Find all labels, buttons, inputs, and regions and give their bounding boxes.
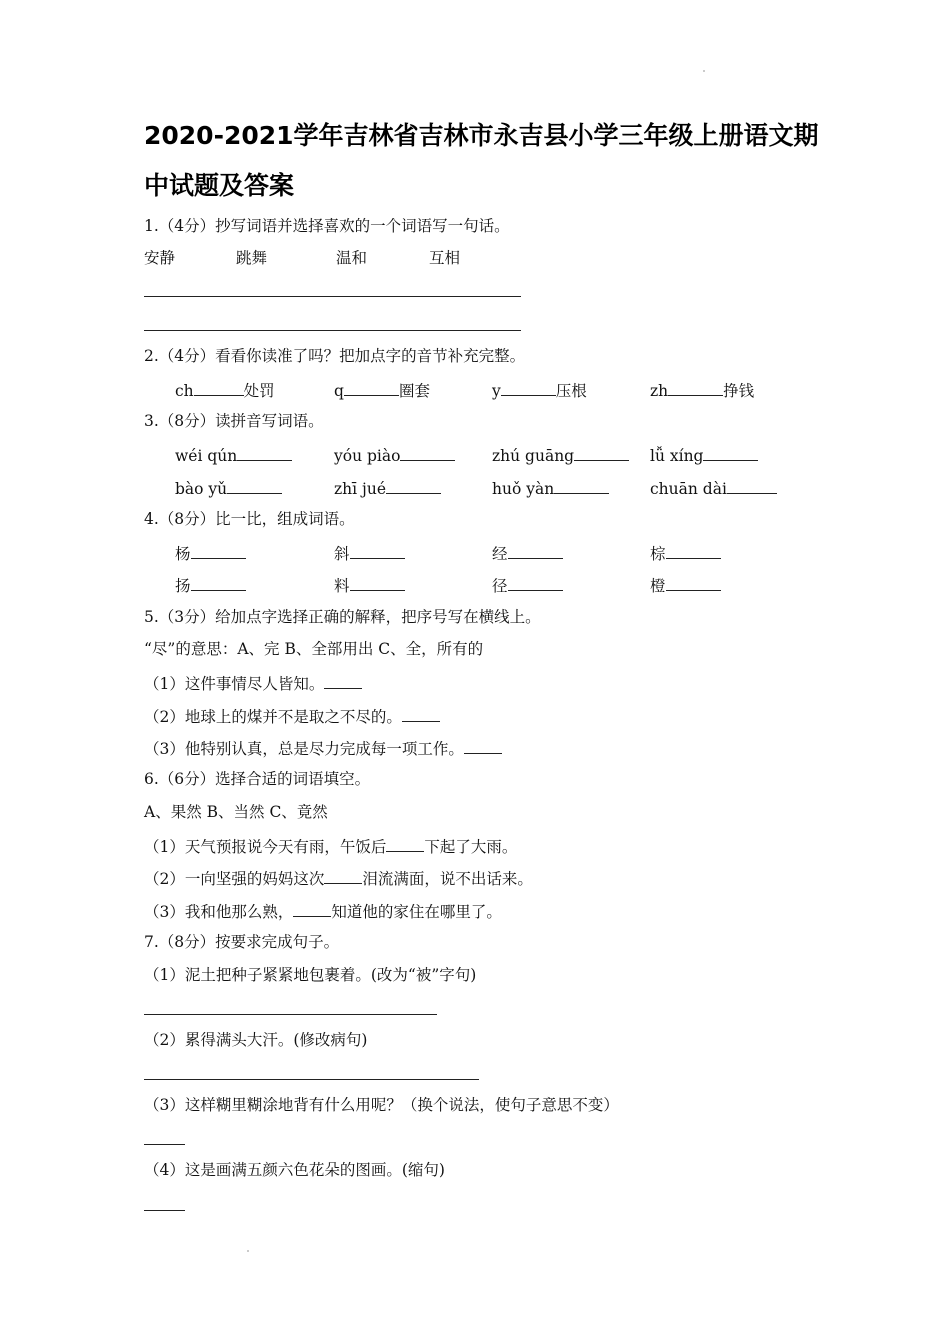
q4-blank[interactable]	[350, 542, 405, 559]
q3-r2-item-4: chuān dài	[650, 477, 777, 499]
q4-r2-item-1: 扬	[175, 574, 246, 596]
q2-item-4: zh 挣钱	[650, 379, 754, 401]
q2-item-3: y 压根	[492, 379, 587, 401]
q4-blank[interactable]	[508, 542, 563, 559]
q4-blank[interactable]	[191, 574, 246, 591]
q2-blank-4[interactable]	[668, 379, 723, 396]
q1-word-3: 温和	[336, 249, 368, 267]
q1-word-1: 安静	[144, 249, 176, 267]
q1-word-4: 互相	[429, 249, 461, 267]
q2-blank-3[interactable]	[501, 379, 556, 396]
q3-r1-item-3: zhú guāng	[492, 444, 629, 466]
q3-blank[interactable]	[227, 477, 282, 494]
scan-dot	[703, 70, 705, 72]
q5-sentence-3: （3）他特别认真，总是尽力完成每一项工作。	[144, 737, 502, 759]
q2-blank-2[interactable]	[344, 379, 399, 396]
q4-blank[interactable]	[666, 574, 721, 591]
question-6-prompt: 6.（6分）选择合适的词语填空。	[144, 770, 371, 788]
q7-answer-line-4[interactable]	[144, 1210, 185, 1211]
q1-answer-line-1[interactable]	[144, 296, 521, 297]
q4-r2-item-3: 径	[492, 574, 563, 596]
q5-blank-3[interactable]	[464, 737, 502, 754]
q4-r2-item-4: 橙	[650, 574, 721, 596]
q4-blank[interactable]	[666, 542, 721, 559]
q7-sentence-2: （2）累得满头大汗。(修改病句)	[144, 1031, 368, 1049]
q1-word-2: 跳舞	[236, 249, 268, 267]
q2-item-1: ch 处罚	[175, 379, 275, 401]
q5-blank-1[interactable]	[324, 672, 362, 689]
question-3-prompt: 3.（8分）读拼音写词语。	[144, 412, 324, 430]
q7-answer-line-1[interactable]	[144, 1014, 437, 1015]
q3-blank[interactable]	[727, 477, 777, 494]
q6-sentence-3: （3）我和他那么熟， 知道他的家住在哪里了。	[144, 900, 502, 922]
q6-blank-2[interactable]	[324, 867, 362, 884]
q5-sentence-2: （2）地球上的煤并不是取之不尽的。	[144, 705, 440, 727]
q2-item-2: q 圈套	[334, 379, 430, 401]
q3-blank[interactable]	[386, 477, 441, 494]
page-title-line-1: 2020-2021学年吉林省吉林市永吉县小学三年级上册语文期	[144, 121, 819, 150]
q4-blank[interactable]	[508, 574, 563, 591]
q7-sentence-3: （3）这样糊里糊涂地背有什么用呢？（换个说法，使句子意思不变）	[144, 1096, 619, 1114]
question-7-prompt: 7.（8分）按要求完成句子。	[144, 933, 340, 951]
q3-r1-item-4: lǚ xíng	[650, 444, 758, 466]
question-1-prompt: 1.（4分）抄写词语并选择喜欢的一个词语写一句话。	[144, 217, 510, 235]
q3-r2-item-2: zhī jué	[334, 477, 441, 499]
q3-blank[interactable]	[237, 444, 292, 461]
question-2-prompt: 2.（4分）看看你读准了吗？把加点字的音节补充完整。	[144, 347, 526, 365]
q7-answer-line-2[interactable]	[144, 1079, 479, 1080]
q7-answer-line-3[interactable]	[144, 1144, 185, 1145]
q6-blank-3[interactable]	[293, 900, 331, 917]
q3-r2-item-1: bào yǔ	[175, 477, 282, 499]
q4-r1-item-1: 杨	[175, 542, 246, 564]
q5-blank-2[interactable]	[402, 705, 440, 722]
q6-sentence-2: （2）一向坚强的妈妈这次 泪流满面，说不出话来。	[144, 867, 533, 889]
q7-sentence-4: （4）这是画满五颜六色花朵的图画。(缩句)	[144, 1161, 445, 1179]
q4-r2-item-2: 料	[334, 574, 405, 596]
q4-r1-item-4: 棕	[650, 542, 721, 564]
q5-meaning: “尽”的意思：A、完 B、全部用出 C、全，所有的	[144, 640, 484, 658]
q4-r1-item-2: 斜	[334, 542, 405, 564]
q3-blank[interactable]	[574, 444, 629, 461]
q4-blank[interactable]	[350, 574, 405, 591]
q3-blank[interactable]	[400, 444, 455, 461]
q6-sentence-1: （1）天气预报说今天有雨，午饭后 下起了大雨。	[144, 835, 517, 857]
q1-answer-line-2[interactable]	[144, 330, 521, 331]
q3-r1-item-2: yóu piào	[334, 444, 455, 466]
page-title-line-2: 中试题及答案	[144, 171, 295, 200]
scan-dot	[247, 1250, 249, 1252]
q3-blank[interactable]	[554, 477, 609, 494]
q7-sentence-1: （1）泥土把种子紧紧地包裹着。(改为“被”字句)	[144, 966, 477, 984]
q2-blank-1[interactable]	[194, 379, 244, 396]
q6-blank-1[interactable]	[386, 835, 424, 852]
question-4-prompt: 4.（8分）比一比，组成词语。	[144, 510, 355, 528]
q5-sentence-1: （1）这件事情尽人皆知。	[144, 672, 362, 694]
question-5-prompt: 5.（3分）给加点字选择正确的解释，把序号写在横线上。	[144, 608, 541, 626]
q4-blank[interactable]	[191, 542, 246, 559]
q3-r2-item-3: huǒ yàn	[492, 477, 609, 499]
q4-r1-item-3: 经	[492, 542, 563, 564]
q6-options: A、果然 B、当然 C、竟然	[144, 803, 328, 821]
q3-blank[interactable]	[703, 444, 758, 461]
q3-r1-item-1: wéi qún	[175, 444, 292, 466]
